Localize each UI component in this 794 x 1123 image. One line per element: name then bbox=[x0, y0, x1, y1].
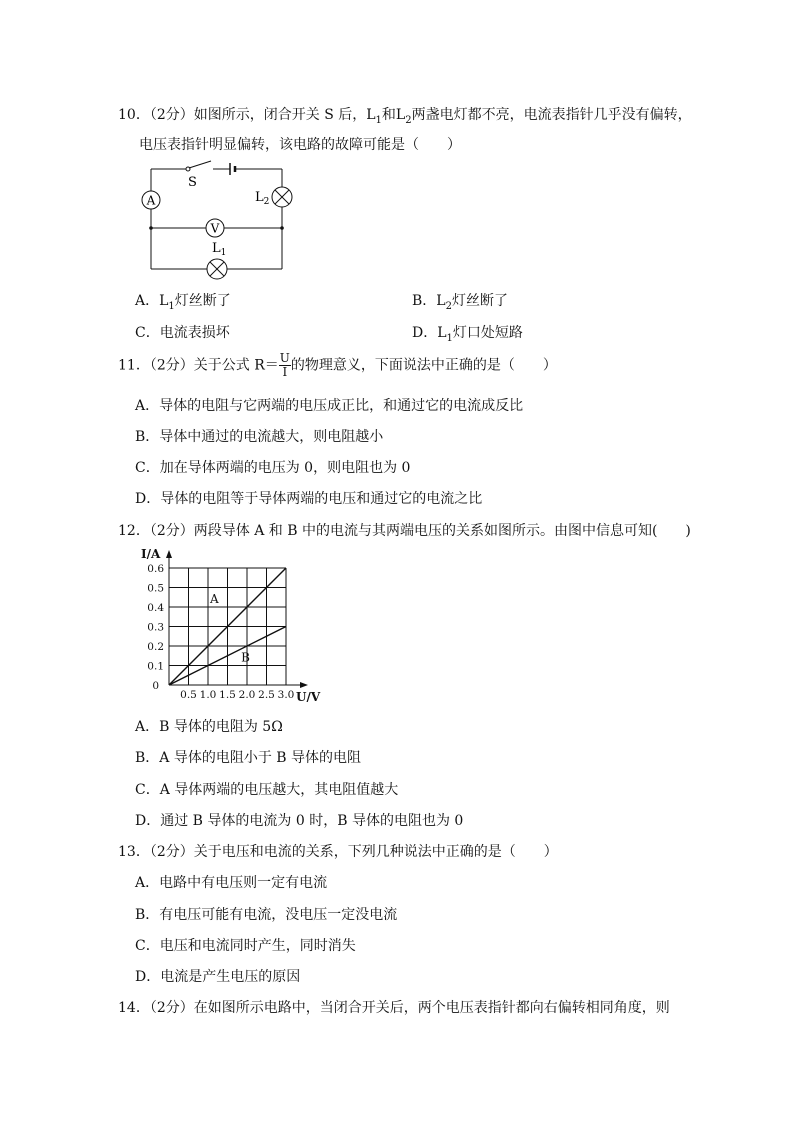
x-tick-label: 1.0 bbox=[199, 689, 217, 701]
q11-option-a[interactable]: A．导体的电阻与它两端的电压成正比，和通过它的电流成反比 bbox=[135, 398, 524, 414]
q10-option-d[interactable]: D．$L_1$灯口处短路 bbox=[412, 325, 523, 344]
y-tick-label: 0.2 bbox=[147, 641, 164, 653]
y-tick-label: 0.6 bbox=[147, 563, 164, 575]
y-axis-label: I/A bbox=[141, 547, 161, 561]
q11-stem: 11．（2分）关于公式 R＝ $\frac{U}{I}$ 的物理意义，下面说法中正确的是（ ） bbox=[118, 351, 557, 379]
q13-option-c[interactable]: C．电压和电流同时产生，同时消失 bbox=[135, 938, 356, 954]
series-label-a: A bbox=[209, 592, 219, 607]
junction-left bbox=[149, 226, 153, 230]
q11-score: （2分） bbox=[149, 357, 194, 374]
q13-option-b[interactable]: B．有电压可能有电流，没电压一定没电流 bbox=[135, 907, 398, 923]
q10-stem-line2: 电压表指针明显偏转，该电路的故障可能是（ ） bbox=[139, 137, 461, 153]
switch-blade bbox=[189, 161, 211, 168]
q13-option-a[interactable]: A．电路中有电压则一定有电流 bbox=[135, 875, 328, 891]
x-tick-label: 2.0 bbox=[238, 689, 256, 701]
q14-stem: 14．（2分）在如图所示电路中，当闭合开关后，两个电压表指针都向右偏转相同角度，则 bbox=[118, 1000, 670, 1016]
series-label-b: B bbox=[241, 650, 250, 665]
q12-option-a[interactable]: A．B 导体的电阻为 5Ω bbox=[135, 719, 283, 735]
q10-option-b[interactable]: B．$L_2$灯丝断了 bbox=[412, 293, 508, 312]
q11-option-c[interactable]: C．加在导体两端的电压为 0，则电阻也为 0 bbox=[135, 460, 411, 476]
q11-option-d[interactable]: D．导体的电阻等于导体两端的电压和通过它的电流之比 bbox=[135, 491, 483, 507]
q13-score: （2分） bbox=[149, 844, 194, 860]
x-tick-label: 3.0 bbox=[277, 689, 295, 701]
junction-right bbox=[280, 226, 284, 230]
origin-label: 0 bbox=[152, 680, 159, 692]
q10-option-c[interactable]: C．电流表损坏 bbox=[135, 325, 230, 341]
y-axis-arrow bbox=[166, 550, 172, 558]
q12-score: （2分） bbox=[149, 523, 194, 539]
q14-number: 14． bbox=[118, 1000, 150, 1016]
switch-label: S bbox=[188, 175, 197, 190]
ammeter-label: A bbox=[146, 193, 156, 208]
voltmeter-label: V bbox=[210, 221, 220, 236]
y-tick-label: 0.4 bbox=[147, 602, 164, 614]
q10-circuit-diagram bbox=[136, 158, 306, 282]
y-tick-label: 0.3 bbox=[147, 621, 164, 634]
q12-option-c[interactable]: C．A 导体两端的电压越大，其电阻值越大 bbox=[135, 782, 399, 798]
q10-number: 10． bbox=[118, 107, 150, 123]
q10-stem-line1: 10．（2分）如图所示，闭合开关 S 后，$L_1$和$L_2$两盏电灯都不亮，电流表指针几乎没有偏转， bbox=[118, 107, 692, 126]
x-axis-label: U/V bbox=[296, 690, 321, 704]
q10-option-a[interactable]: A．$L_1$灯丝断了 bbox=[135, 293, 231, 312]
x-tick-label: 1.5 bbox=[219, 689, 236, 701]
q10-score: （2分） bbox=[149, 107, 194, 123]
q12-number: 12． bbox=[118, 523, 150, 539]
q12-stem: 12．（2分）两段导体 A 和 B 中的电流与其两端电压的关系如图所示。由图中信息可知( ) bbox=[118, 523, 691, 539]
q12-iu-chart bbox=[136, 545, 326, 705]
lamp-l1-label: $L_1$ bbox=[212, 241, 227, 258]
q14-score: （2分） bbox=[149, 1000, 194, 1016]
x-tick-label: 0.5 bbox=[180, 689, 197, 701]
q11-number: 11． bbox=[118, 357, 150, 374]
q12-option-b[interactable]: B．A 导体的电阻小于 B 导体的电阻 bbox=[135, 750, 362, 766]
formula-fraction: $\frac{U}{I}$ bbox=[279, 351, 290, 379]
q12-option-d[interactable]: D．通过 B 导体的电流为 0 时，B 导体的电阻也为 0 bbox=[135, 813, 464, 829]
q13-stem: 13．（2分）关于电压和电流的关系，下列几种说法中正确的是（ ） bbox=[118, 844, 558, 860]
q13-number: 13． bbox=[118, 844, 150, 860]
q11-option-b[interactable]: B．导体中通过的电流越大，则电阻越小 bbox=[135, 429, 384, 445]
q13-option-d[interactable]: D．电流是产生电压的原因 bbox=[135, 969, 301, 985]
y-tick-label: 0.1 bbox=[147, 660, 164, 673]
x-tick-label: 2.5 bbox=[258, 689, 275, 701]
lamp-l2-label: $L_2$ bbox=[255, 190, 270, 207]
y-tick-label: 0.5 bbox=[147, 582, 164, 595]
x-axis-arrow bbox=[300, 682, 308, 688]
